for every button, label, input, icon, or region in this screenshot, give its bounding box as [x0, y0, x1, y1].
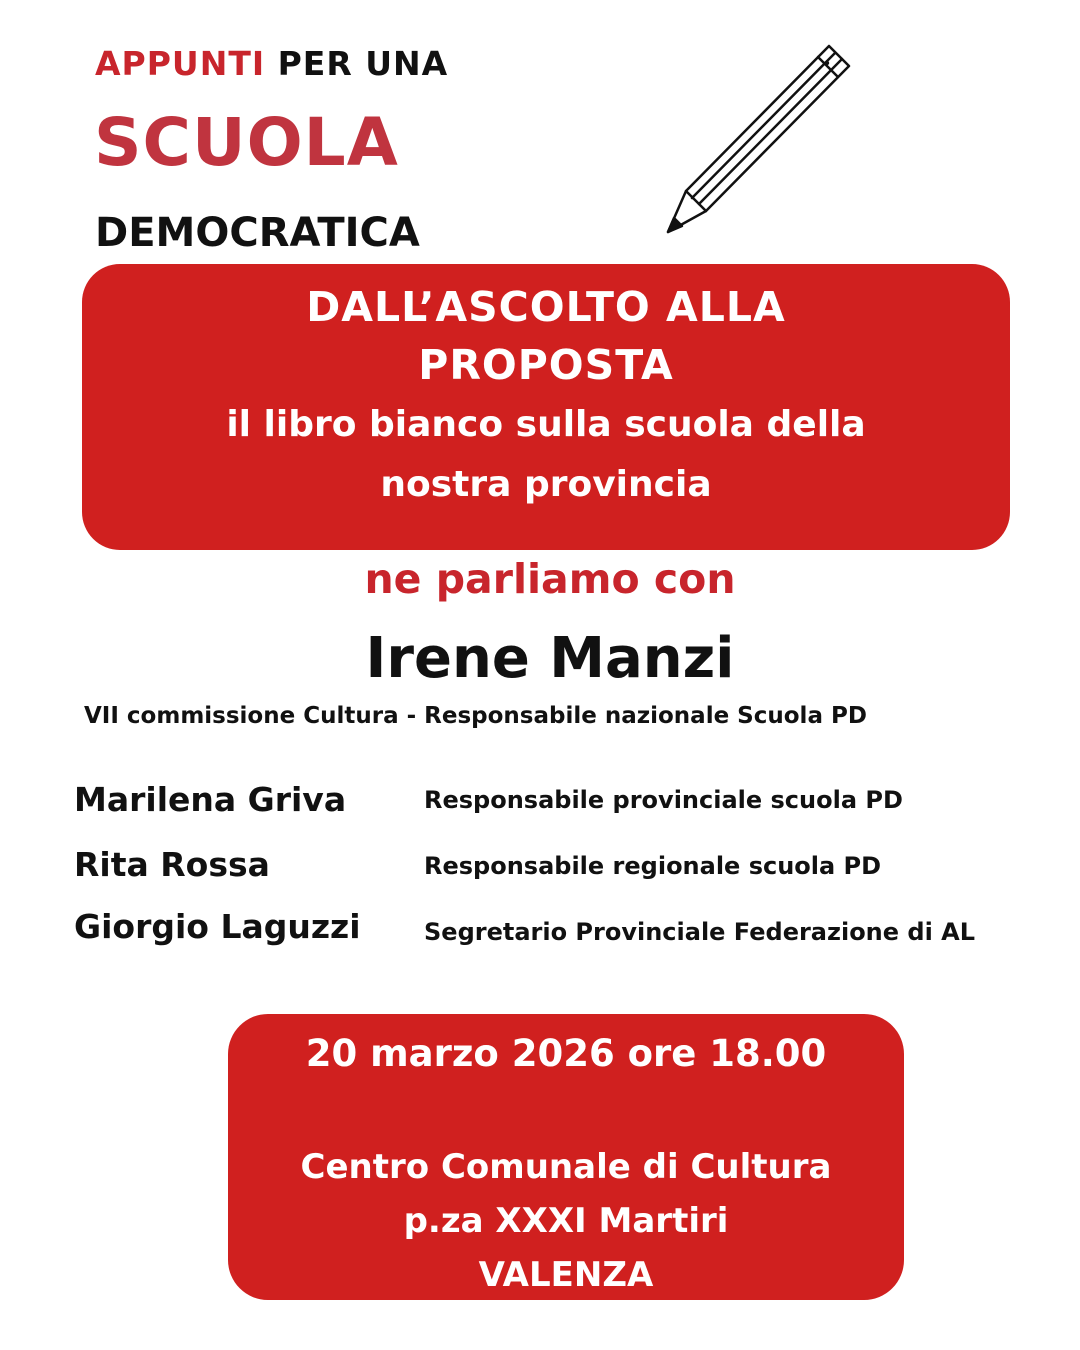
speaker-role: Responsabile regionale scuola PD: [424, 852, 882, 880]
banner-title-line2: PROPOSTA: [418, 341, 674, 389]
banner-subtitle-line2: nostra provincia: [380, 464, 712, 505]
event-datetime: 20 marzo 2026 ore 18.00: [305, 1032, 827, 1075]
title-banner: [82, 264, 1010, 550]
speaker-name: Rita Rossa: [74, 845, 270, 884]
header-appunti: APPUNTI: [95, 44, 266, 83]
speaker-name: Giorgio Laguzzi: [74, 907, 361, 946]
intro-text: ne parliamo con: [364, 555, 736, 603]
venue-line3: VALENZA: [478, 1255, 654, 1295]
banner-subtitle-line1: il libro bianco sulla scuola della: [226, 404, 866, 445]
header-per-una: PER UNA: [277, 44, 449, 83]
venue-line2: p.za XXXI Martiri: [403, 1201, 729, 1241]
header-scuola: SCUOLA: [94, 104, 399, 181]
speaker-role: Segretario Provinciale Federazione di AL: [424, 918, 976, 946]
main-guest-role: VII commissione Cultura - Responsabile nazionale Scuola PD: [84, 703, 867, 729]
event-box: [228, 1014, 904, 1300]
main-guest-name: Irene Manzi: [365, 626, 735, 691]
banner-title-line1: DALL’ASCOLTO ALLA: [306, 283, 786, 331]
pencil-icon: [660, 36, 860, 241]
event-venue: [228, 1140, 904, 1302]
header-kicker: [95, 44, 448, 83]
speaker-role: Responsabile provinciale scuola PD: [424, 786, 903, 814]
header-democratica: DEMOCRATICA: [95, 210, 420, 256]
speaker-name: Marilena Griva: [74, 780, 347, 819]
venue-line1: Centro Comunale di Cultura: [300, 1147, 832, 1187]
